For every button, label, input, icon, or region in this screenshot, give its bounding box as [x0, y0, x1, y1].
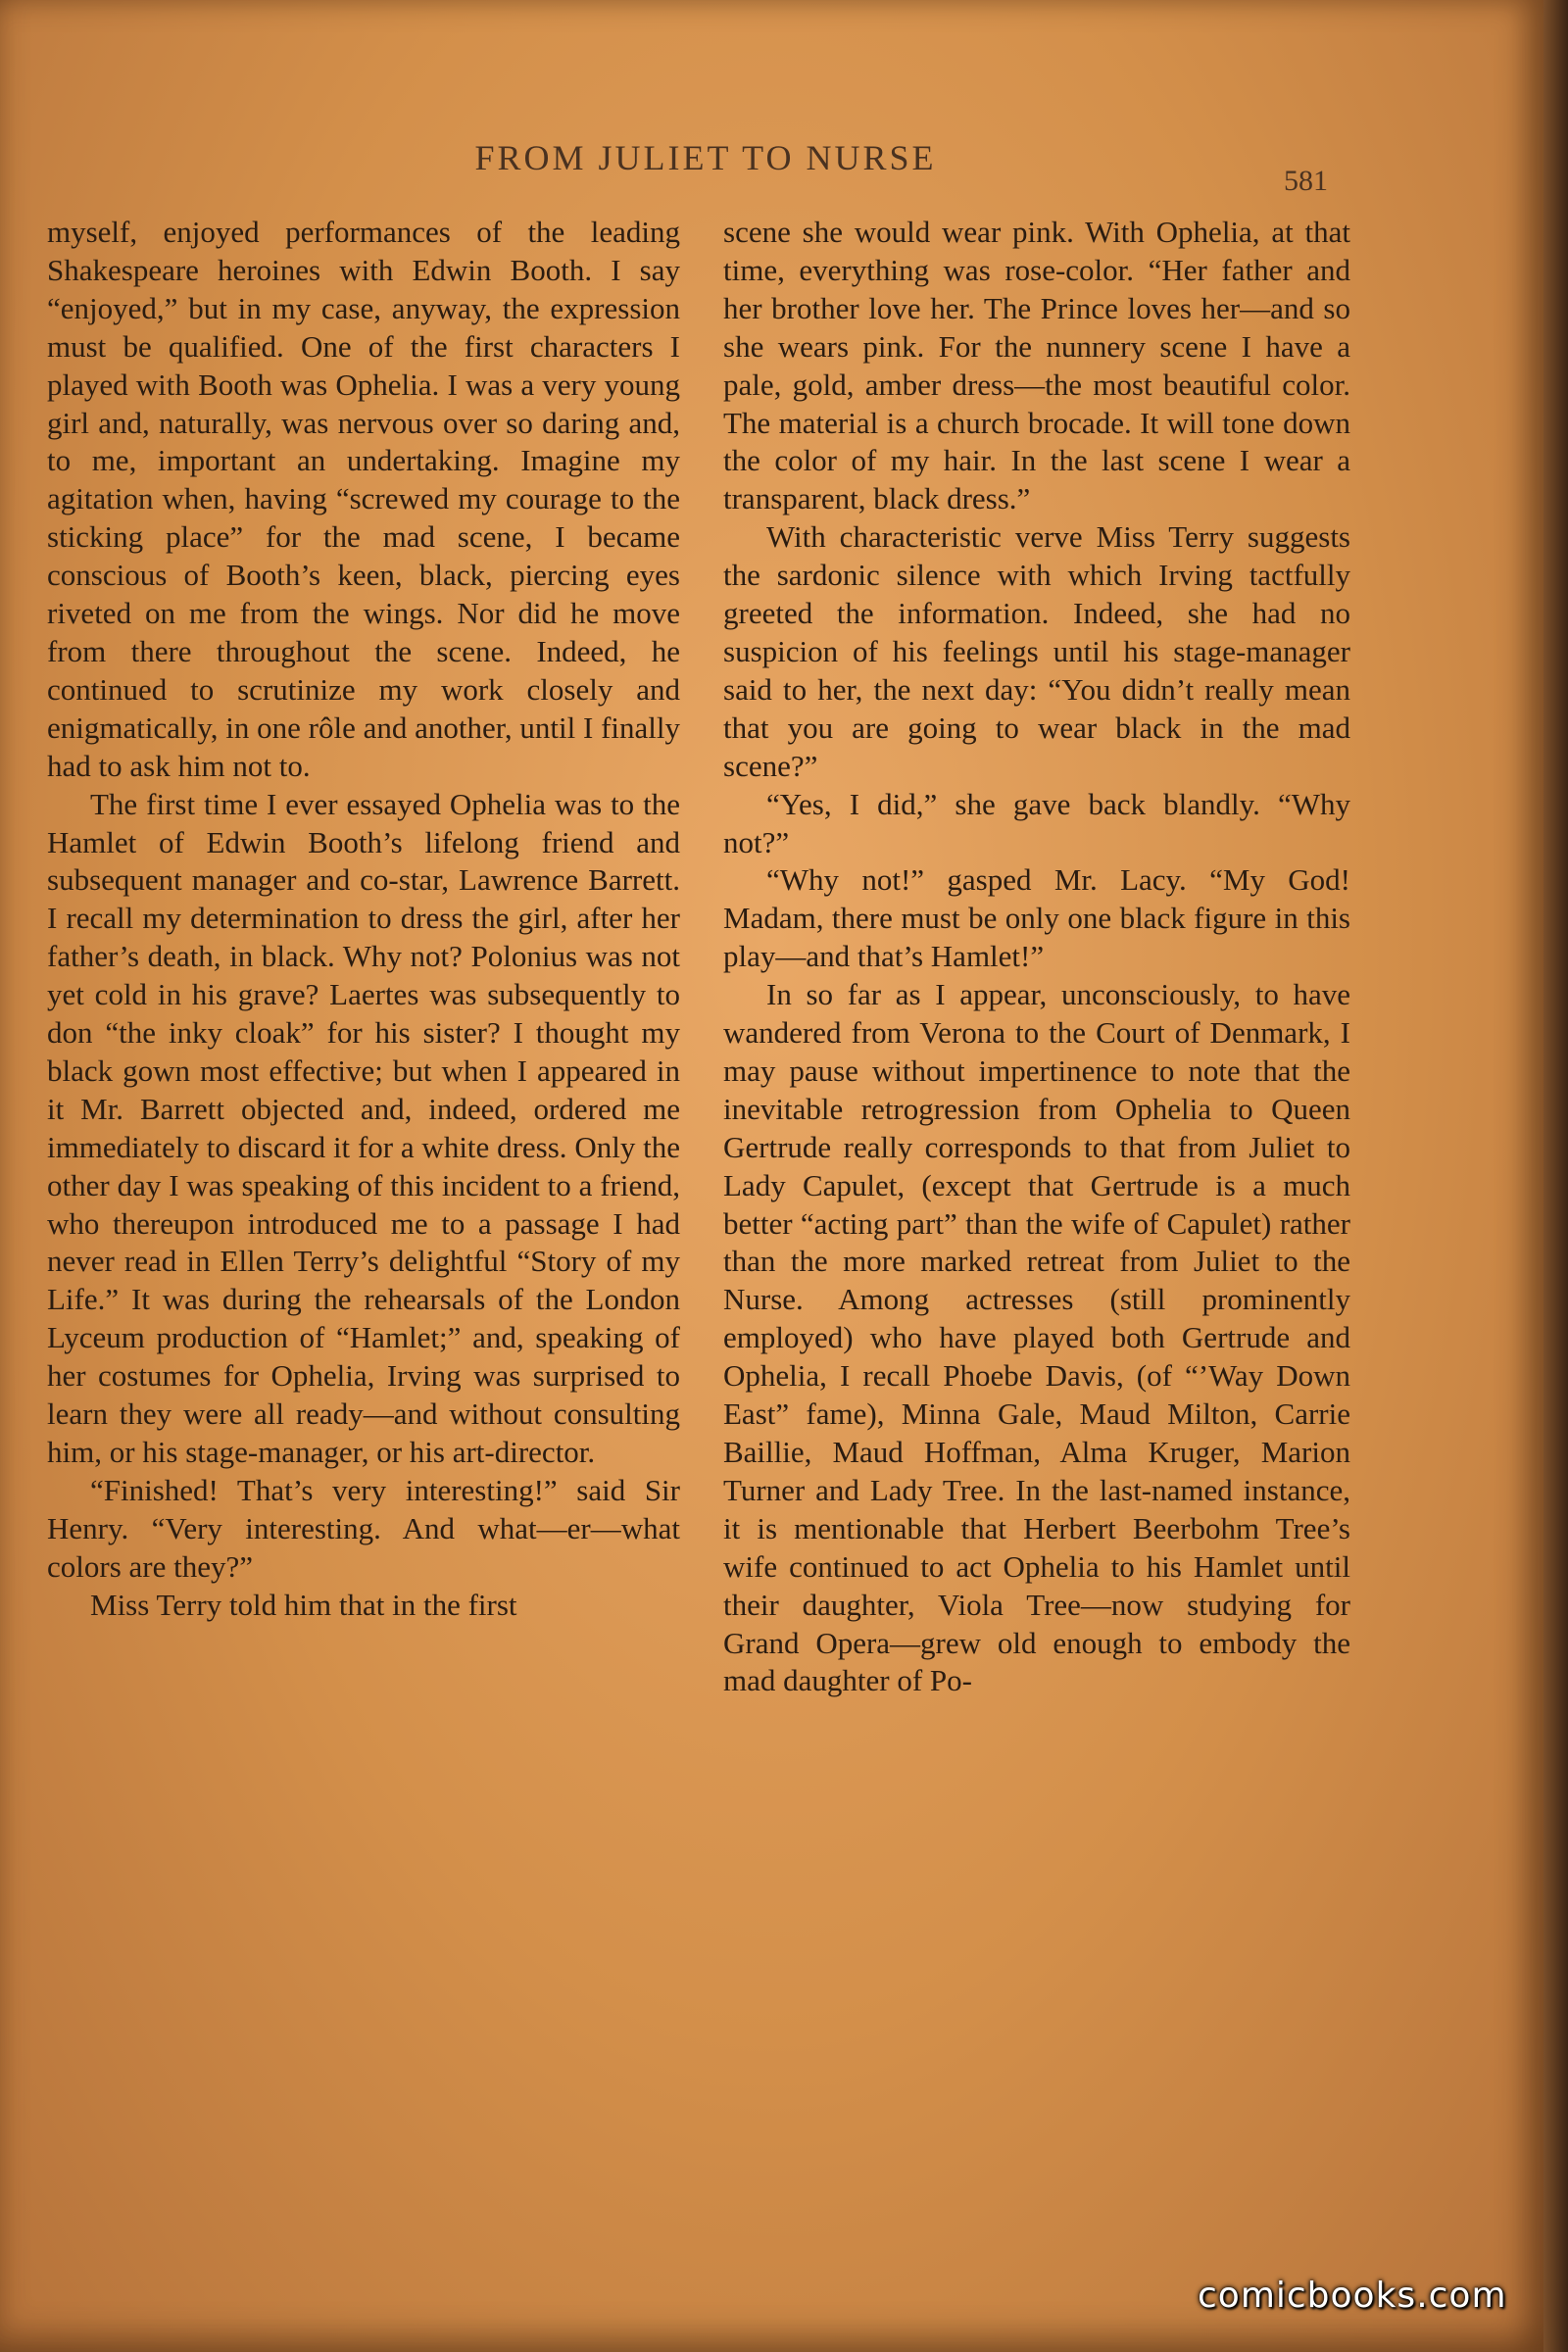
running-header-title: FROM JULIET TO NURSE: [474, 138, 937, 177]
paragraph: “Finished! That’s very interesting!” said Sir Henry. “Very interesting. And what—er—what colors are they?”: [47, 1472, 680, 1584]
paragraph: “Why not!” gasped Mr. Lacy. “My God! Madam, there must be only one black figure in this play—and that’s Hamlet!”: [723, 862, 1350, 974]
page-number: 581: [1284, 165, 1328, 197]
right-text-column: [723, 214, 1350, 1700]
paragraph: scene she would wear pink. With Ophelia, at that time, everything was rose-color. “Her father and her brother love her. The Prince loves her—and so she wears pink. For the nunnery scene I have a pale, gold, amber dress—the most beautiful color. The material is a church brocade. It will tone down the color of my hair. In the last scene I wear a transparent, black dress.”: [723, 215, 1350, 516]
paragraph: With characteristic verve Miss Terry suggests the sardonic silence with which Irving tactfully greeted the information. Indeed, she had no suspicion of his feelings until his stage-manager said to her, the next day: “You didn’t really mean that you are going to wear black in the mad scene?”: [723, 519, 1350, 783]
watermark: comicbooks.com: [1198, 2276, 1507, 2316]
left-text-column: [47, 214, 680, 1625]
paragraph: The first time I ever essayed Ophelia was to the Hamlet of Edwin Booth’s lifelong friend and subsequent manager and co-star, Lawrence Barrett. I recall my determination to dress the girl, after her father’s death, in black. Why not? Polonius was not yet cold in his grave? Laertes was subsequently to don “the inky cloak” for his sister? I thought my black gown most effective; but when I appeared in it Mr. Barrett objected and, indeed, ordered me immediately to discard it for a white dress. Only the other day I was speaking of this incident to a friend, who thereupon introduced me to a passage I had never read in Ellen Terry’s delightful “Story of my Life.” It was during the rehearsals of the London Lyceum production of “Hamlet;” and, speaking of her costumes for Ophelia, Irving was surprised to learn they were all ready—and without consulting him, or his stage-manager, or his art-director.: [47, 786, 680, 1469]
paragraph: myself, enjoyed performances of the leading Shakespeare heroines with Edwin Booth. I say “enjoyed,” but in my case, anyway, the expression must be qualified. One of the first characters I played with Booth was Ophelia. I was a very young girl and, naturally, was nervous over so daring and, to me, important an undertaking. Imagine my agitation when, having “screwed my courage to the sticking place” for the mad scene, I became conscious of Booth’s keen, black, piercing eyes riveted on me from the wings. Nor did he move from there throughout the scene. Indeed, he continued to scrutinize my work closely and enigmatically, in one rôle and another, until I finally had to ask him not to.: [47, 215, 680, 783]
paragraph: “Yes, I did,” she gave back blandly. “Why not?”: [723, 786, 1350, 859]
paragraph: In so far as I appear, unconsciously, to have wandered from Verona to the Court of Denmark, I may pause without impertinence to note that the inevitable retrogression from Ophelia to Queen Gertrude really corresponds to that from Juliet to Lady Capulet, (except that Gertrude is a much better “acting part” than the wife of Capulet) rather than the more marked retreat from Juliet to the Nurse. Among actresses (still prominently employed) who have played both Gertrude and Ophelia, I recall Phoebe Davis, (of “’Way Down East” fame), Minna Gale, Maud Milton, Carrie Baillie, Maud Hoffman, Alma Kruger, Marion Turner and Lady Tree. In the last-named instance, it is mentionable that Herbert Beerbohm Tree’s wife continued to act Ophelia to his Hamlet until their daughter, Viola Tree—now studying for Grand Opera—grew old enough to embody the mad daughter of Po-: [723, 977, 1350, 1698]
page-edge-shadow: [1544, 0, 1568, 2352]
paragraph: Miss Terry told him that in the first: [90, 1587, 517, 1622]
